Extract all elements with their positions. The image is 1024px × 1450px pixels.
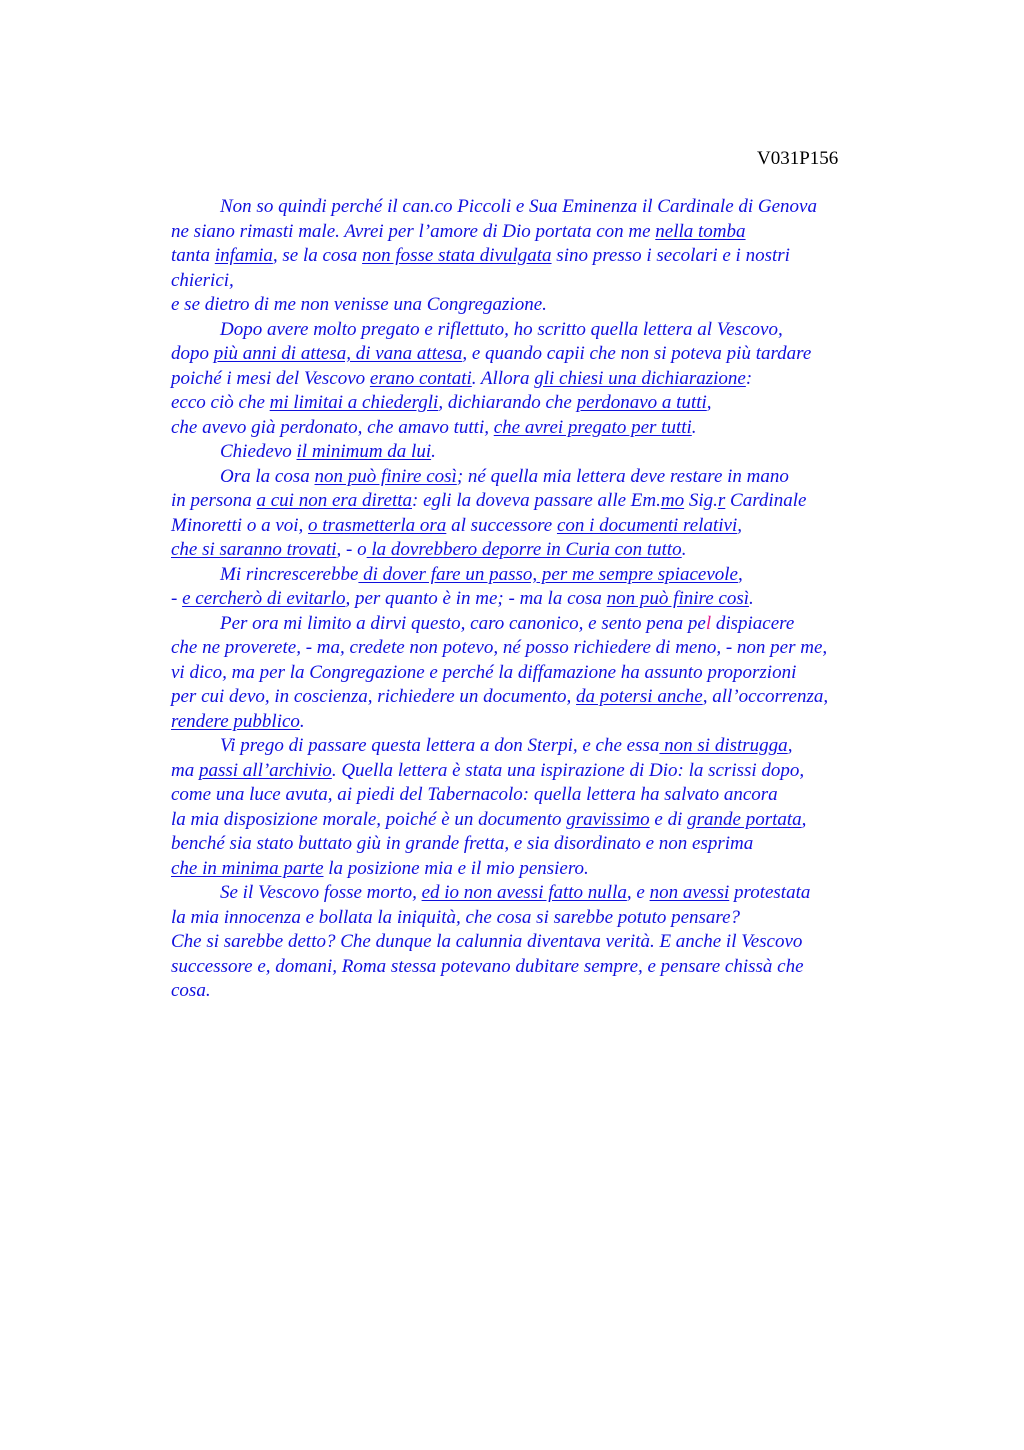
text-line — [171, 195, 901, 220]
underlined-phrase: e cercherò di evitarlo — [182, 588, 346, 609]
underlined-phrase: passi all’archivio — [198, 759, 332, 781]
underlined-phrase: non fosse stata divulgata — [362, 245, 552, 266]
text-line — [171, 906, 901, 931]
text-segment: , per quanto è in me; - ma la cosa — [345, 588, 607, 609]
underlined-phrase: mo — [660, 490, 685, 511]
text-segment: Dopo avere molto pregato e riflettuto, ho scritto quella lettera al Vescovo, — [220, 318, 783, 340]
underlined-phrase: a cui non era diretta — [256, 490, 412, 511]
text-segment: Chiedevo — [220, 441, 297, 462]
text-segment: : egli la doveva passare alle Em. — [412, 490, 661, 511]
text-segment: l — [705, 612, 712, 634]
text-line — [171, 587, 901, 612]
text-segment: la posizione mia e il mio pensiero. — [323, 857, 589, 879]
text-segment: Che si sarebbe detto? Che dunque la calunnia diventava verità. E anche il Vescovo — [171, 931, 803, 952]
text-line — [171, 881, 901, 906]
text-segment: ; né quella mia lettera deve restare in mano — [456, 465, 789, 487]
underlined-phrase: infamia — [214, 245, 273, 266]
text-line — [171, 416, 901, 441]
text-line — [171, 318, 901, 343]
text-line — [171, 391, 901, 416]
text-segment: vi dico, ma per la Congregazione e perché la diffamazione ha assunto proporzioni — [171, 661, 797, 683]
text-segment: Minoretti o a voi, — [171, 514, 309, 536]
text-segment: , e — [626, 882, 650, 903]
text-segment: la mia disposizione morale, poiché è un documento — [171, 808, 567, 830]
text-segment: dopo — [171, 343, 214, 364]
underlined-phrase: ed io non avessi fatto nulla — [421, 882, 627, 903]
text-line — [171, 342, 901, 367]
text-segment: . — [681, 539, 687, 560]
text-line — [171, 955, 901, 980]
text-line — [171, 367, 901, 392]
text-segment: Sig. — [684, 490, 718, 511]
text-segment: , — [801, 808, 807, 830]
underlined-phrase: gli chiesi una dichiarazione — [534, 367, 746, 389]
text-segment: ecco ciò che — [171, 392, 270, 413]
text-segment: . — [691, 416, 697, 438]
underlined-phrase: non avessi — [649, 882, 730, 903]
underlined-phrase: gravissimo — [566, 808, 650, 830]
underlined-phrase: la dovrebbero deporre in Curia con tutto — [366, 539, 682, 560]
text-line — [171, 832, 901, 857]
text-line — [171, 293, 901, 318]
text-line — [171, 685, 901, 710]
page-code: V031P156 — [757, 148, 839, 169]
text-line — [171, 661, 901, 686]
text-segment: Vi prego di passare questa lettera a don Sterpi, e che essa — [220, 735, 660, 756]
text-line — [171, 269, 901, 294]
text-segment: ma — [171, 759, 199, 781]
text-segment: : — [745, 367, 753, 389]
text-line — [171, 636, 901, 661]
underlined-phrase: non può finire così — [606, 588, 749, 609]
underlined-phrase: mi limitai a chiedergli — [269, 392, 439, 413]
text-segment: . Quella lettera è stata una ispirazione di Dio: la scrissi dopo, — [331, 759, 805, 781]
underlined-phrase: nella tomba — [655, 220, 746, 242]
text-segment: dispiacere — [711, 612, 795, 634]
text-segment: , - o — [336, 539, 367, 560]
text-line — [171, 220, 901, 245]
text-line — [171, 612, 901, 637]
text-segment: che avevo già perdonato, che amavo tutti, — [171, 416, 494, 438]
text-segment: benché sia stato buttato giù in grande fretta, e sia disordinato e non esprima — [171, 833, 754, 854]
text-line — [171, 440, 901, 465]
text-line — [171, 930, 901, 955]
underlined-phrase: r — [717, 490, 726, 511]
text-line — [171, 759, 901, 784]
underlined-phrase: erano contati — [369, 367, 472, 389]
text-line — [171, 857, 901, 882]
text-segment: , se la cosa — [272, 245, 363, 266]
text-segment: e di — [649, 808, 688, 830]
text-segment: . — [749, 588, 754, 609]
text-segment: cosa. — [171, 980, 211, 1001]
text-segment: , dichiarando che — [438, 392, 577, 413]
underlined-phrase: più anni di attesa, di vana attesa — [213, 343, 463, 364]
text-segment: protestata — [729, 882, 811, 903]
text-line — [171, 514, 901, 539]
text-segment: . — [299, 710, 305, 732]
underlined-phrase: da potersi anche — [576, 686, 703, 707]
text-segment: Per ora mi limito a dirvi questo, caro canonico, e sento pena pe — [220, 612, 706, 634]
text-line — [171, 979, 901, 1004]
text-segment: - — [171, 588, 183, 609]
text-segment: , — [737, 563, 743, 585]
text-segment: successore e, domani, Roma stessa potevano dubitare sempre, e pensare chissà che — [171, 955, 804, 977]
text-line — [171, 808, 901, 833]
text-segment: in persona — [171, 490, 257, 511]
text-segment: , all’occorrenza, — [702, 686, 829, 707]
text-line — [171, 465, 901, 490]
underlined-phrase: il minimum da lui — [296, 441, 432, 462]
underlined-phrase: o trasmetterla ora — [308, 514, 447, 536]
text-segment: Se il Vescovo fosse morto, — [220, 882, 422, 903]
text-line — [171, 710, 901, 735]
text-segment: Non so quindi perché il can.co Piccoli e Sua Eminenza il Cardinale di Genova — [220, 196, 817, 217]
underlined-phrase: che si saranno trovati — [171, 539, 337, 560]
text-line — [171, 489, 901, 514]
text-line — [171, 538, 901, 563]
underlined-phrase: di dover fare un passo, per me sempre spiacevole — [358, 563, 738, 585]
underlined-phrase: rendere pubblico — [171, 710, 300, 732]
text-segment: , — [737, 514, 742, 536]
text-segment: la mia innocenza e bollata la iniquità, che cosa si sarebbe potuto pensare? — [171, 906, 741, 928]
text-line — [171, 563, 901, 588]
letter-body — [171, 195, 901, 1004]
text-segment: per cui devo, in coscienza, richiedere un documento, — [171, 686, 577, 707]
text-segment: Mi rincrescerebbe — [220, 563, 359, 585]
underlined-phrase: non può finire così — [314, 465, 457, 487]
underlined-phrase: non si distrugga — [659, 735, 788, 756]
text-segment: come una luce avuta, ai piedi del Tabernacolo: quella lettera ha salvato ancora — [171, 784, 778, 805]
text-segment: Ora la cosa — [220, 465, 315, 487]
text-segment: , — [706, 392, 712, 413]
underlined-phrase: con i documenti relativi — [556, 514, 738, 536]
text-segment: . Allora — [471, 367, 535, 389]
text-segment: poiché i mesi del Vescovo — [171, 367, 370, 389]
underlined-phrase: grande portata — [687, 808, 802, 830]
text-segment: al successore — [446, 514, 557, 536]
text-line — [171, 244, 901, 269]
text-segment: Cardinale — [725, 490, 807, 511]
underlined-phrase: che avrei pregato per tutti — [493, 416, 692, 438]
text-segment: sino presso i secolari e i nostri — [551, 245, 790, 266]
text-segment: . — [431, 441, 436, 462]
text-line — [171, 734, 901, 759]
text-segment: che ne proverete, - ma, credete non potevo, né posso richiedere di meno, - non per me, — [171, 637, 828, 658]
underlined-phrase: perdonavo a tutti — [576, 392, 707, 413]
text-segment: ne siano rimasti male. Avrei per l’amore di Dio portata con me — [171, 220, 656, 242]
text-segment: chierici, — [171, 269, 234, 291]
text-segment: , e quando capii che non si poteva più tardare — [462, 343, 812, 364]
text-segment: , — [787, 735, 793, 756]
text-line — [171, 783, 901, 808]
text-segment: e se dietro di me non venisse una Congregazione. — [171, 294, 547, 315]
text-segment: tanta — [171, 245, 215, 266]
underlined-phrase: che in minima parte — [171, 857, 324, 879]
